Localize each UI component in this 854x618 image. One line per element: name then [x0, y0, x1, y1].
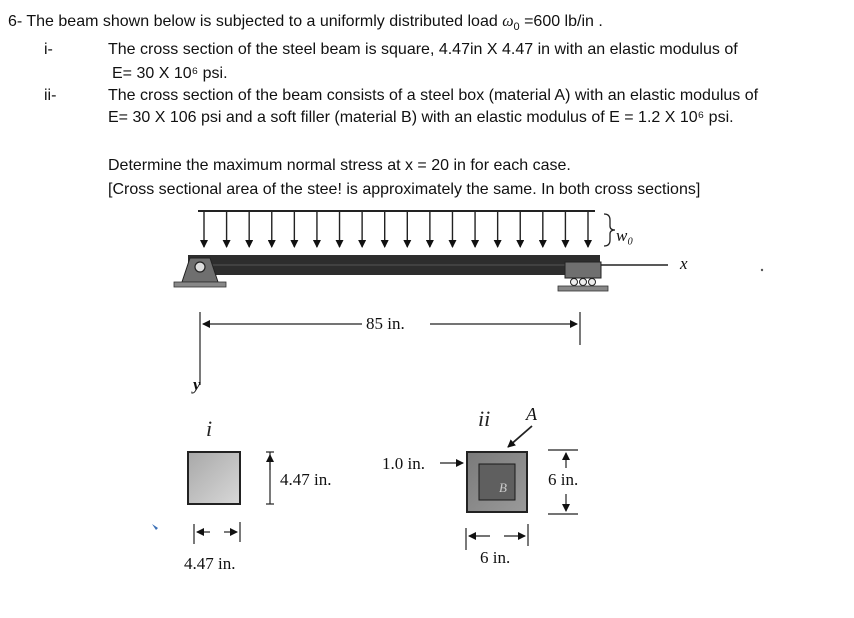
- question-line1: Determine the maximum normal stress at x = 20 in for each case.: [108, 157, 571, 174]
- section-i-square: [188, 452, 240, 504]
- section-ii-side-label: 6 in.: [548, 470, 579, 489]
- material-a-label: A: [526, 404, 537, 424]
- item-i-line1: The cross section of the steel beam is square, 4.47in X 4.47 in with an elastic modulus of: [108, 41, 738, 58]
- section-ii-filler: [479, 464, 515, 500]
- roller-support: [558, 262, 608, 291]
- item-ii-line1: The cross section of the beam consists of a steel box (material A) with an elastic modulus of: [108, 87, 759, 104]
- wall-thickness-label: 1.0 in.: [382, 454, 425, 473]
- question-line2: [Cross sectional area of the stee! is approximately the same. In both cross sections]: [108, 181, 701, 198]
- item-i-marker: i-: [44, 41, 53, 58]
- material-b-label: B: [499, 480, 507, 495]
- omega-symbol: ω: [502, 13, 514, 30]
- load-brace: [604, 214, 615, 246]
- omega-subscript: 0: [513, 21, 520, 34]
- span-label: 85 in.: [366, 314, 405, 333]
- distributed-load: [198, 211, 615, 247]
- item-ii-marker: ii-: [44, 87, 57, 104]
- section-ii-mark: ii: [478, 406, 491, 431]
- stray-mark: [152, 524, 158, 530]
- heading-suffix: =600 lb/in .: [519, 13, 603, 30]
- y-axis-label: y: [193, 375, 201, 394]
- section-i-bottom-label: 4.47 in.: [184, 554, 236, 573]
- load-label: w₀: [616, 226, 634, 245]
- section-ii-bottom-label: 6 in.: [480, 548, 511, 567]
- load-arrows: [204, 212, 588, 247]
- item-ii-line2: E= 30 X 106 psi and a soft filler (material B) with an elastic modulus of E = 1.2 X 10⁶ psi.: [108, 109, 734, 126]
- item-i-line2: E= 30 X 10⁶ psi.: [112, 65, 228, 82]
- section-i-side-label: 4.47 in.: [280, 470, 332, 489]
- heading-prefix: 6- The beam shown below is subjected to a uniformly distributed load: [8, 13, 503, 30]
- x-axis-label: x: [680, 254, 688, 273]
- section-i-mark: i: [206, 416, 213, 441]
